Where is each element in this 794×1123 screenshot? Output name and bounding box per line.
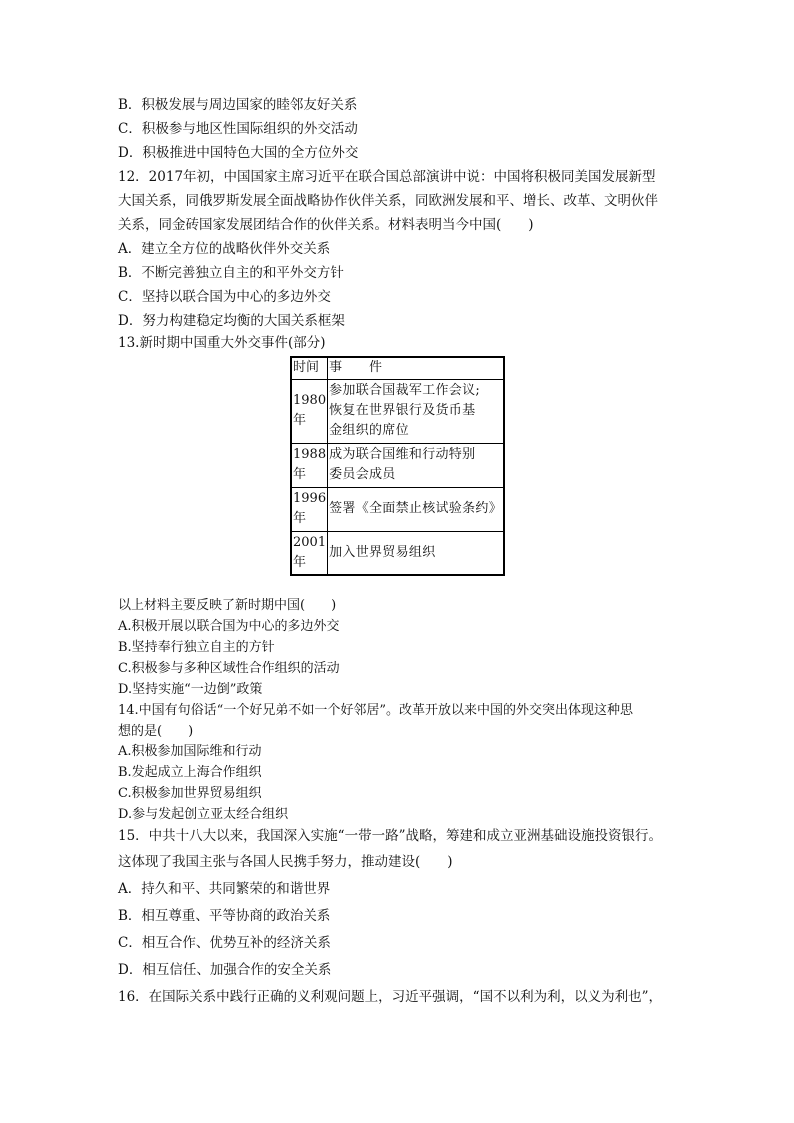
- table-header-event: 事 件: [328, 357, 504, 379]
- time-line: 1980: [293, 393, 327, 408]
- table-cell-time: [291, 379, 328, 443]
- q13-option-a: A.积极开展以联合国为中心的多边外交: [118, 619, 340, 634]
- time-line: 2001: [293, 534, 327, 550]
- event-line: 委员会成员: [329, 467, 396, 482]
- table-header-row: [291, 357, 504, 379]
- q15-stem-line-2: 这体现了我国主张与各国人民携手努力，推动建设( ): [118, 854, 453, 870]
- q16-stem: 16．在国际关系中践行正确的义利观问题上，习近平强调，“国不以利为利，以义为利也”，: [118, 989, 662, 1005]
- table-row: [291, 443, 504, 487]
- q14-option-c: C.积极参加世界贸易组织: [118, 786, 262, 801]
- q14-option-a: A.积极参加国际维和行动: [118, 744, 262, 759]
- q13-question: 以上材料主要反映了新时期中国( ): [118, 598, 337, 613]
- q15-option-a: A．持久和平、共同繁荣的和谐世界: [118, 881, 331, 897]
- prev-option-d: D．积极推进中国特色大国的全方位外交: [118, 145, 359, 161]
- event-line: 恢复在世界银行及货币基: [329, 403, 476, 418]
- q15-option-b: B．相互尊重、平等协商的政治关系: [118, 908, 331, 924]
- q14-option-d: D.参与发起创立亚太经合组织: [118, 807, 289, 822]
- table-cell-time: [291, 443, 328, 487]
- time-line: 年: [293, 554, 307, 570]
- table-cell-time: [291, 487, 328, 531]
- q12-option-c: C．坚持以联合国为中心的多边外交: [118, 289, 331, 305]
- q13-option-c: C.积极参与多种区域性合作组织的活动: [118, 661, 340, 676]
- table-cell-event: [328, 531, 504, 575]
- q12-stem-line-3: 关系，同金砖国家发展团结合作的伙伴关系。材料表明当今中国( ): [118, 217, 534, 233]
- event-line: 金组织的席位: [329, 423, 409, 438]
- q12-stem-line-1: 12．2017年初，中国国家主席习近平在联合国总部演讲中说：中国将积极同美国发展新型: [118, 169, 656, 185]
- table-row: [291, 379, 504, 443]
- q14-stem-line-1: 14.中国有句俗话“一个好兄弟不如一个好邻居”。改革开放以来中国的外交突出体现这种思: [118, 703, 633, 718]
- prev-option-b: B．积极发展与周边国家的睦邻友好关系: [118, 97, 358, 113]
- q12-option-a: A．建立全方位的战略伙伴外交关系: [118, 241, 331, 257]
- q15-stem-line-1: 15．中共十八大以来，我国深入实施“一带一路”战略，筹建和成立亚洲基础设施投资银行。: [118, 828, 662, 844]
- table-cell-time: [291, 531, 328, 575]
- table-row: [291, 487, 504, 531]
- event-line: 参加联合国裁军工作会议;: [329, 383, 481, 398]
- q13-option-d: D.坚持实施“一边倒”政策: [118, 682, 263, 697]
- q14-stem-line-2: 想的是( ): [118, 724, 194, 739]
- time-line: 年: [293, 413, 307, 428]
- q13-option-b: B.坚持奉行独立自主的方针: [118, 640, 275, 655]
- q15-option-d: D．相互信任、加强合作的安全关系: [118, 962, 332, 978]
- time-line: 1988: [293, 447, 327, 462]
- event-line: 成为联合国维和行动特别: [329, 447, 476, 462]
- table-cell-event: [328, 379, 504, 443]
- q14-option-b: B.发起成立上海合作组织: [118, 765, 262, 780]
- prev-option-c: C．积极参与地区性国际组织的外交活动: [118, 121, 358, 137]
- q12-stem-line-2: 大国关系，同俄罗斯发展全面战略协作伙伴关系，同欧洲发展和平、增长、改革、文明伙伴: [118, 193, 658, 209]
- time-line: 1996: [293, 491, 327, 506]
- time-line: 年: [293, 467, 307, 482]
- q13-stem: 13.新时期中国重大外交事件(部分): [118, 335, 326, 351]
- q12-option-b: B．不断完善独立自主的和平外交方针: [118, 265, 344, 281]
- q12-option-d: D．努力构建稳定均衡的大国关系框架: [118, 313, 345, 329]
- diplomatic-events-table: [290, 356, 505, 576]
- event-line: 签署《全面禁止核试验条约》: [329, 501, 502, 516]
- q15-option-c: C．相互合作、优势互补的经济关系: [118, 935, 331, 951]
- table-header-time: 时间: [291, 357, 328, 379]
- table-cell-event: [328, 487, 504, 531]
- table-cell-event: [328, 443, 504, 487]
- event-line: 加入世界贸易组织: [329, 544, 436, 560]
- table-row: [291, 531, 504, 575]
- time-line: 年: [293, 511, 307, 526]
